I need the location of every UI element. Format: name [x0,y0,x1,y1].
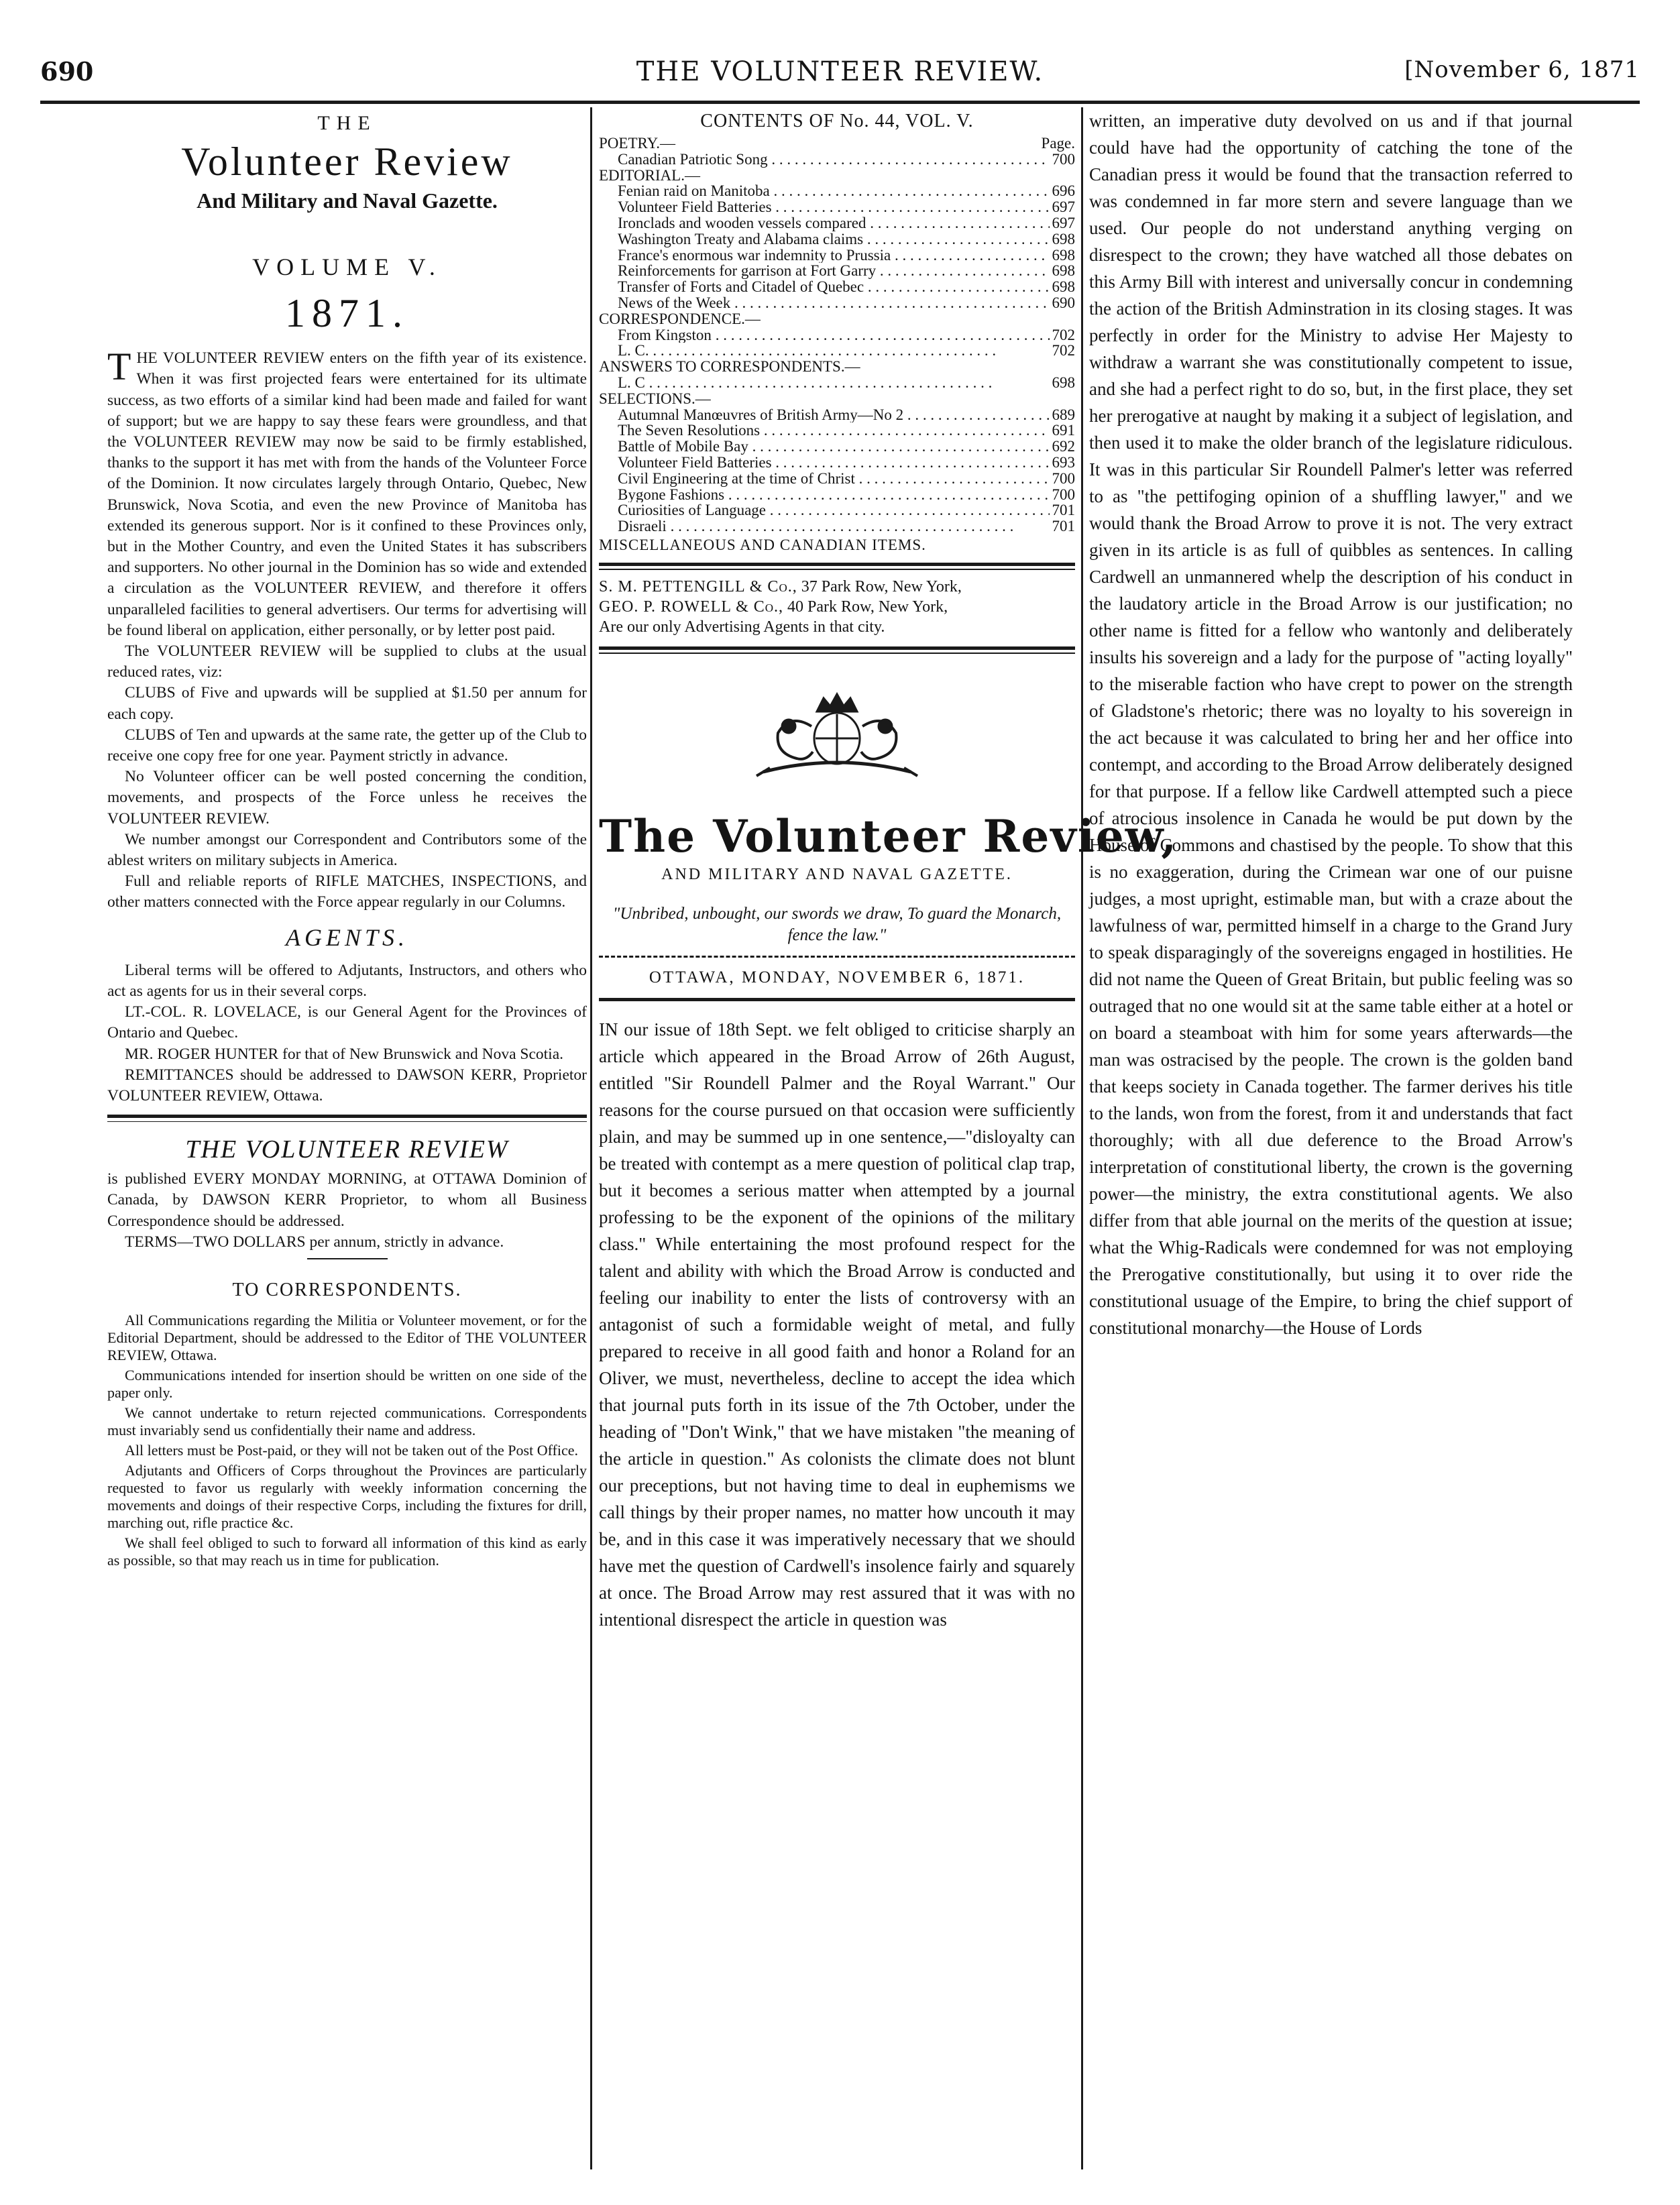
section-rule [599,653,1075,654]
contents-item: News of the Week . . . 690 [599,295,1075,311]
contents-first-row: POETRY.— Page. [599,135,1075,152]
terms-paragraph: TERMS—TWO DOLLARS per annum, strictly in advance. [125,1233,504,1251]
agent-line: S. M. PETTENGILL & Co., 37 Park Row, New York, [599,577,962,596]
section-rule [599,563,1075,566]
agent-line: Are our only Advertising Agents in that city. [599,618,885,636]
short-rule [307,1258,388,1259]
contents-section-title: SELECTIONS.— [599,390,711,407]
header-rule [40,101,1640,104]
volume-label: VOLUME V. [252,253,442,281]
editorial-text-continued: written, an imperative duty devolved on us and if that journal could have had the opportunity of catching the tone of the Canadian press it would be found that the transaction referred to was condemned in far more stern and severe language than we used. Our people do not understand anything verging on disrespect to the crown; they have watched all those debates on this Army Bill with interest and universally concur in condemning the action of the British Adminstration in its closing stages. It was perfectly in order for the Ministry to advise Her Majesty to withdraw a warrant she was constitutionally competent to issue, and she had a perfect right to do so, but, in the first place, they set her prerogative at naught by making it a subject of legislation, and then used it to make the older branch of the legislature ridiculous. It was in this particular Sir Roundell Palmer's letter was referred to as "the pettifoging opinion of a shuffling lawyer," and we would thank the Broad Arrow to prove it is not. The very extract given in its article is as full of quibbles as sentences. In calling Cardwell an unmannered whelp the description of his conduct in the laudatory article in the Broad Arrow is our justification; no other name is fitted for a fellow who wantonly and deliberately insults his sovereign and a lady for the purpose of "acting loyally" to the miserable faction who have crept to power on the strength of Gladstone's rhetoric; there was no loyalty to his sovereign in the act because it was calculated to bring her and her office into contempt, and according to the Broad Arrow deliberately designed for that purpose. If a fellow like Cardwell attempted such a piece of atrocious insolence in Canada he would be put down by the House of Commons and chastised by the people. To show that this is no exaggeration, during the Crimean war one of our puisne judges, a most upright, estimable man, but with a craze about the lawfulness of war, permitted himself in a charge to the Grand Jury to speak disparagingly of the sovereigns engaged in hostilities. He did not name the Queen of Great Britain, but public feeling was so outraged that no one would sit at the same table either at a hotel or on board a steamboat with him for some years afterwards—the man was ostracised by the people. The crown is the golden band that keeps society in Canada together. The farmer derives his title to the lands, won from the forest, from it and understands that fact thoroughly; with all due deference to the Broad Arrow's interpretation of constitutional liberty, the crown is the governing power—the ministry, the extra constitutional agents. We also differ from that able journal on the merits of the question at issue; what the Whig-Radicals were condemned for was not employing the Prerogative constitutionally, but using it to over ride the constitutional usuage of the Empire, to bring the chief support of constitutional monarchy—the House of Lords [1089,111,1573,1338]
editorial-masthead-subtitle: AND MILITARY AND NAVAL GAZETTE. [661,865,1013,883]
correspondents-note: We cannot undertake to return rejected communications. Correspondents must invariably send us confidentially their name and address. [107,1404,587,1438]
contents-item: L. C. . . . 702 [599,343,1075,359]
agents-paragraph: REMITTANCES should be addressed to DAWSON KERR, Proprietor VOLUNTEER REVIEW, Ottawa. [107,1066,587,1105]
table-of-contents [599,135,1075,534]
contents-item: Civil Engineering at the time of Christ . . . 700 [599,471,1075,487]
intro-paragraph: We number amongst our Correspondent and Contributors some of the ablest writers on military subjects in America. [107,830,587,870]
intro-paragraph: No Volunteer officer can be well posted concerning the condition, movements, and prospects of the Force unless he receives the VOLUNTEER REVIEW. [107,768,587,828]
intro-paragraph: THE VOLUNTEER REVIEW enters on the fifth year of its existence. When it was first projected fears were entertained for its ultimate success, as two efforts of a similar kind had been made and failed for want of support; but we are happy to say these fears were groundless, and that the VOLUNTEER REVIEW may now be said to be firmly established, thanks to the support it has met with from the hands of the Volunteer Force of the Dominion. It now circulates largely through Ontario, Quebec, New Brunswick, Nova Scotia, and even the new Province of Manitoba has extended its generous support. Nor is it confined to these Provinces only, but in the Mother Country, and even the United States it has subscribers and supporters. No other journal in the Dominion has so wide and extended a circulation as the VOLUNTEER REVIEW, and therefore it offers unparalleled facilities to general advertisers. Our terms for advertising will be found liberal on application, either personally, or by letter post paid. [107,345,587,639]
contents-item: Volunteer Field Batteries . . . 693 [599,455,1075,471]
contents-item: Fenian raid on Manitoba . . . 696 [599,183,1075,199]
dashed-rule [599,956,1075,958]
issue-date: [November 6, 1871 [1404,56,1640,83]
agents-paragraph: MR. ROGER HUNTER for that of New Brunswick and Nova Scotia. [125,1045,563,1063]
contents-section-title: CORRESPONDENCE.— [599,310,761,327]
page-number: 690 [40,56,94,87]
column-divider [1081,107,1083,2169]
column-divider [590,107,592,2169]
volume-year: 1871. [285,291,409,336]
contents-section-title: EDITORIAL.— [599,166,700,184]
contents-item: Battle of Mobile Bay . . . 692 [599,439,1075,455]
agents-paragraph: LT.-COL. R. LOVELACE, is our General Agent for the Provinces of Ontario and Quebec. [107,1003,587,1042]
masthead-the: THE [317,112,377,134]
section-rule [107,1115,587,1118]
column-middle [599,107,1178,1633]
section-rule [599,998,1075,1001]
running-title: THE VOLUNTEER REVIEW. [636,56,1044,87]
masthead-subtitle: And Military and Naval Gazette. [197,188,498,213]
correspondents-note: Communications intended for insertion should be written on one side of the paper only. [107,1366,587,1401]
agents-heading: AGENTS. [285,923,408,951]
contents-item: Reinforcements for garrison at Fort Garry . . . 698 [599,263,1075,279]
section-rule [599,569,1075,570]
dateline: OTTAWA, MONDAY, NOVEMBER 6, 1871. [649,968,1025,986]
intro-paragraph: CLUBS of Ten and upwards at the same rate, the getter up of the Club to receive one copy free for one year. Payment strictly in advance. [107,726,587,765]
contents-item: Volunteer Field Batteries . . . 697 [599,199,1075,215]
drop-cap: T [107,345,131,389]
contents-item: Curiosities of Language . . . 701 [599,502,1075,518]
agent-line: GEO. P. ROWELL & Co., 40 Park Row, New York, [599,598,948,616]
royal-crest-icon [736,686,938,787]
contents-miscellaneous: MISCELLANEOUS AND CANADIAN ITEMS. [599,536,926,553]
contents-item: L. C . . . 698 [599,375,1075,391]
contents-item: Canadian Patriotic Song . . . 700 [599,152,1075,168]
contents-item: Washington Treaty and Alabama claims . . . 698 [599,231,1075,247]
correspondents-list [107,1312,587,1569]
contents-item: France's enormous war indemnity to Prussia . . . 698 [599,247,1075,264]
contents-heading: CONTENTS OF No. 44, VOL. V. [700,111,974,131]
editorial-text: IN our issue of 18th Sept. we felt obliged to criticise sharply an article which appeared in the Broad Arrow of 26th August, entitled "Sir Roundell Palmer and the Royal Warrant." Our reasons for the course pursued on that occasion were sufficiently plain, and may be summed up in one sentence,—"disloyalty can be treated with contempt as a mere question of political clap trap, but it becomes a serious matter when attempted by a journal professing to be the exponent of the opinions of the military class." While entertaining the most profound respect for the talent and ability with which the Broad Arrow is conducted and feeling our inability to enter the lists of controversy with an antagonist of such a formidable weight of metal, and fully prepared to receive in all good faith and honor a Roland for an Oliver, we must, nevertheless, decline to accept the idea which that journal puts forth in its issue of the 7th October, under the heading of "Don't Wink," that we have mistaken "the meaning of the article in question." As colonists the climate does not blunt our preceptions, but not having time to deal in euphemisms we call things by their proper names, no matter how uncouth it may be, and in this case it was imperatively necessary that we should have met the question of Cardwell's insolence fairly and squarely at once. The Broad Arrow may rest assured that it was with no intentional disrespect the article in question was [599,1019,1075,1630]
correspondents-note: Adjutants and Officers of Corps throughout the Provinces are particularly requested to favor us regularly with weekly information concerning the movements and doings of their respective Corps, including the fixtures for drill, marching out, rifle practice &c. [107,1461,587,1531]
intro-paragraph: CLUBS of Five and upwards will be supplied at $1.50 per annum for each copy. [107,684,587,723]
section-rule [107,1121,587,1122]
correspondents-note: All letters must be Post-paid, or they will not be taken out of the Post Office. [125,1441,578,1459]
masthead-title: Volunteer Review [181,139,513,184]
contents-page-label: Page. [1041,135,1075,152]
contents-item: Disraeli . . . 701 [599,518,1075,534]
intro-paragraph: Full and reliable reports of RIFLE MATCHES, INSPECTIONS, and other matters connected with the Force appear regularly in our Columns. [107,872,587,911]
publication-heading: THE VOLUNTEER REVIEW [185,1135,509,1164]
contents-item: Bygone Fashions . . . 700 [599,487,1075,503]
contents-item: Ironclads and wooden vessels compared . . . 697 [599,215,1075,231]
running-head [40,56,1640,97]
contents-section-title: ANSWERS TO CORRESPONDENTS.— [599,358,860,376]
advertising-agents [599,577,1075,637]
column-left [107,107,587,1572]
editorial-masthead: The Volunteer Review, [599,809,1178,862]
section-rule [599,646,1075,650]
publication-paragraph: is published EVERY MONDAY MORNING, at OTTAWA Dominion of Canada, by DAWSON KERR Proprietor, to whom all Business Correspondence should be addressed. [107,1170,587,1230]
correspondents-heading: TO CORRESPONDENTS. [232,1279,462,1300]
column-right [1089,107,1573,1341]
contents-item: Transfer of Forts and Citadel of Quebec . . . 698 [599,279,1075,295]
contents-item: Autumnal Manœuvres of British Army—No 2 . . . 689 [599,407,1075,423]
motto: "Unbribed, unbought, our swords we draw, To guard the Monarch, fence the law." [612,904,1062,944]
correspondents-note: We shall feel obliged to such to forward all information of this kind as early as possible, so that may reach us in time for publication. [107,1534,587,1569]
correspondents-note: All Communications regarding the Militia or Volunteer movement, or for the Editorial Department, should be addressed to the Editor of THE VOLUNTEER REVIEW, Ottawa. [107,1311,587,1363]
contents-item: The Seven Resolutions . . . 691 [599,422,1075,439]
intro-paragraph: The VOLUNTEER REVIEW will be supplied to clubs at the usual reduced rates, viz: [107,642,587,681]
agents-paragraph: Liberal terms will be offered to Adjutants, Instructors, and others who act as agents for us in their several corps. [107,961,587,1000]
contents-item: From Kingston . . . 702 [599,327,1075,343]
